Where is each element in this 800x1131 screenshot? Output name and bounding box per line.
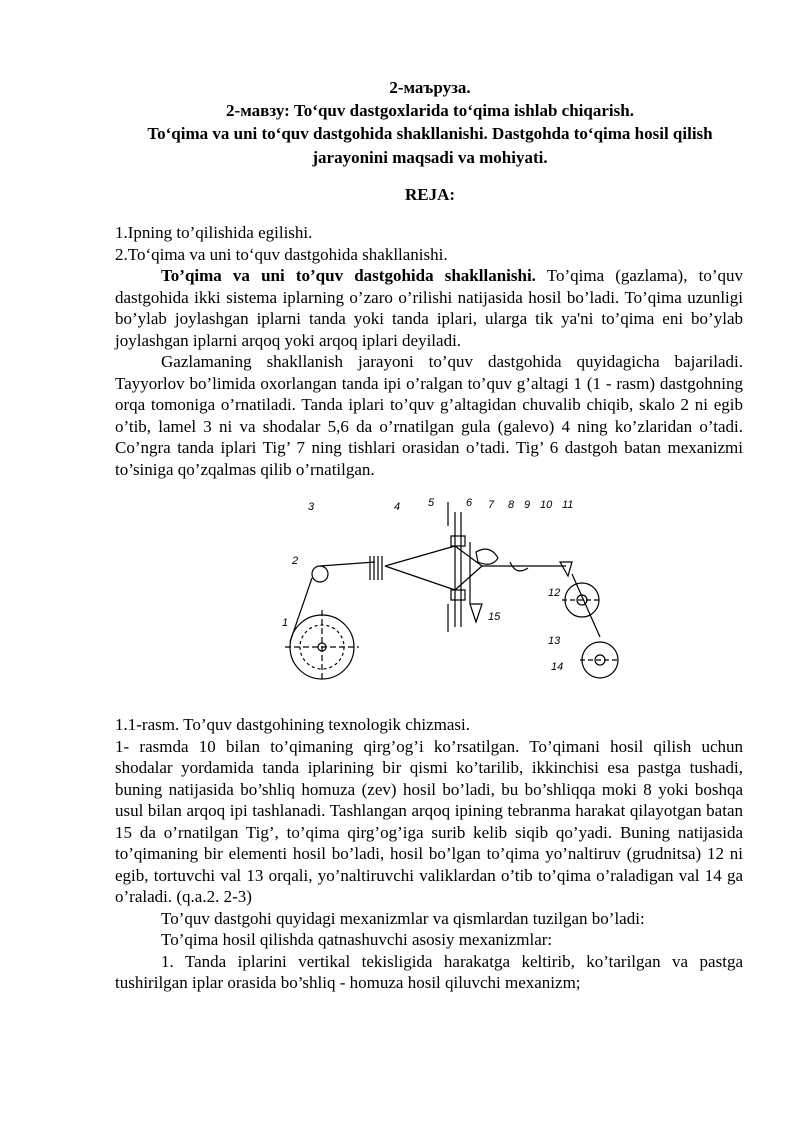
loom-schematic (270, 492, 640, 682)
text-block-bottom (115, 714, 743, 994)
paragraph: To’qima hosil qilishda qatnashuvchi asosiy mexanizmlar: (161, 930, 553, 949)
figure-label: 7 (488, 499, 495, 511)
back-rest (312, 566, 328, 582)
figure-label: 15 (488, 611, 501, 623)
loom-diagram (270, 492, 640, 682)
paragraph-text: To’qima (gazlama), to’quv dastgohida ikki sistema iplarning o’zaro o’rilishi natijasida hosil bo’ladi. To’qima uzunligi bo’ylab joylashgan iplarni tanda yoki tanda iplari, ularga tik ya'ni to’qima eni bo’ylab joylashgan iplarni arqoq yoki arqoq iplari deyiladi. (115, 266, 743, 350)
figure-label: 5 (428, 497, 435, 509)
paragraph (115, 265, 743, 351)
plan-item: 2.To‘qima va uni to‘quv dastgohida shakllanishi. (115, 244, 448, 264)
lecture-number: 2-маъруза. (389, 78, 471, 97)
paragraph: To’quv dastgohi quyidagi mexanizmlar va qismlardan tuzilgan bo’ladi: (161, 908, 645, 928)
figure-label: 9 (524, 499, 531, 511)
figure-label: 13 (548, 635, 561, 647)
figure-label: 8 (508, 499, 515, 511)
topic-heading: 2-мавзу: To‘quv dastgoxlarida to‘qima ishlab chiqarish. (226, 101, 634, 120)
plan-heading: REJA: (404, 185, 456, 204)
plan-item: 1.Ipning to’qilishida egilishi. (115, 223, 313, 242)
figure-label: 14 (551, 661, 564, 673)
title-line-2: jarayonini maqsadi va mohiyati. (312, 148, 548, 167)
figure-label: 2 (292, 555, 299, 567)
title-line-1: To‘qima va uni to‘quv dastgohida shakllanishi. Dastgohda to‘qima hosil qilish (147, 124, 713, 143)
paragraph: 1. Tanda iplarini vertikal tekisligida harakatga keltirib, ko’tarilgan va pastga tushirilgan iplar orasida bo’shliq - homuza hosil qiluvchi mexanizm; (115, 951, 743, 992)
figure-label: 3 (308, 501, 315, 513)
figure-label: 4 (394, 501, 401, 513)
figure-label: 10 (540, 499, 553, 511)
paragraph: 1- rasmda 10 bilan to’qimaning qirg’og’i ko’rsatilgan. To’qimani hosil qilish uchun shodalar yordamida tanda iplarining bir qismi ko’tarilib, ikkinchisi esa pastga tushadi, buning natijasida bo’shliq homuza (zev) hosil bo’ladi, bu bo’shliqqa moki 8 yoki boshqa usul bilan arqoq ipi tashlanadi. Tashlangan arqoq ipining tebranma harakat qilayotgan batan 15 da o’rnatilgan Tig’, to’qima qirg’og’iga surib kelib siqib qo’yadi. Buning natijasida to’qimaning bir elementi hosil bo’ladi, hosil bo’lgan to’qima yo’naltiruv (grudnitsa) 12 ni egib, tortuvchi val 13 orqali, yo’naltiruvchi valiklardan o’tib to’qima o’raladigan val 14 ga o’raladi. (q.a.2. 2-3) (115, 736, 743, 906)
figure-caption: 1.1-rasm. To’quv dastgohining texnologik chizmasi. (115, 715, 470, 734)
figure-label: 12 (548, 587, 561, 599)
text-block-top (115, 222, 743, 480)
paragraph-heading: To’qima va uni to’quv dastgohida shakllanishi. (161, 266, 536, 285)
figure-label: 1 (282, 617, 289, 629)
figure-label: 11 (562, 499, 574, 511)
figure-label: 6 (466, 497, 473, 509)
paragraph: Gazlamaning shakllanish jarayoni to’quv dastgohida quyidagicha bajariladi. Tayyorlov bo’limida oxorlangan tanda ipi o’ralgan to’quv g’altagi 1 (1 - rasm) dastgohning orqa tomoniga o’rnatiladi. Tanda iplari to’quv g’altagidan chuvalib chiqib, skalo 2 ni egib o’tib, lamel 3 ni va shodalar 5,6 da o’rnatilgan gula (galevo) 4 ning ko’zlaridan o’tadi. Co’ngra tanda iplari Tig’ 7 ning tishlari orasidan o’tadi. Tig’ 6 dastgoh batan mexanizmi to’siniga qo’zqalmas qilib o’rnatilgan. (115, 352, 743, 479)
